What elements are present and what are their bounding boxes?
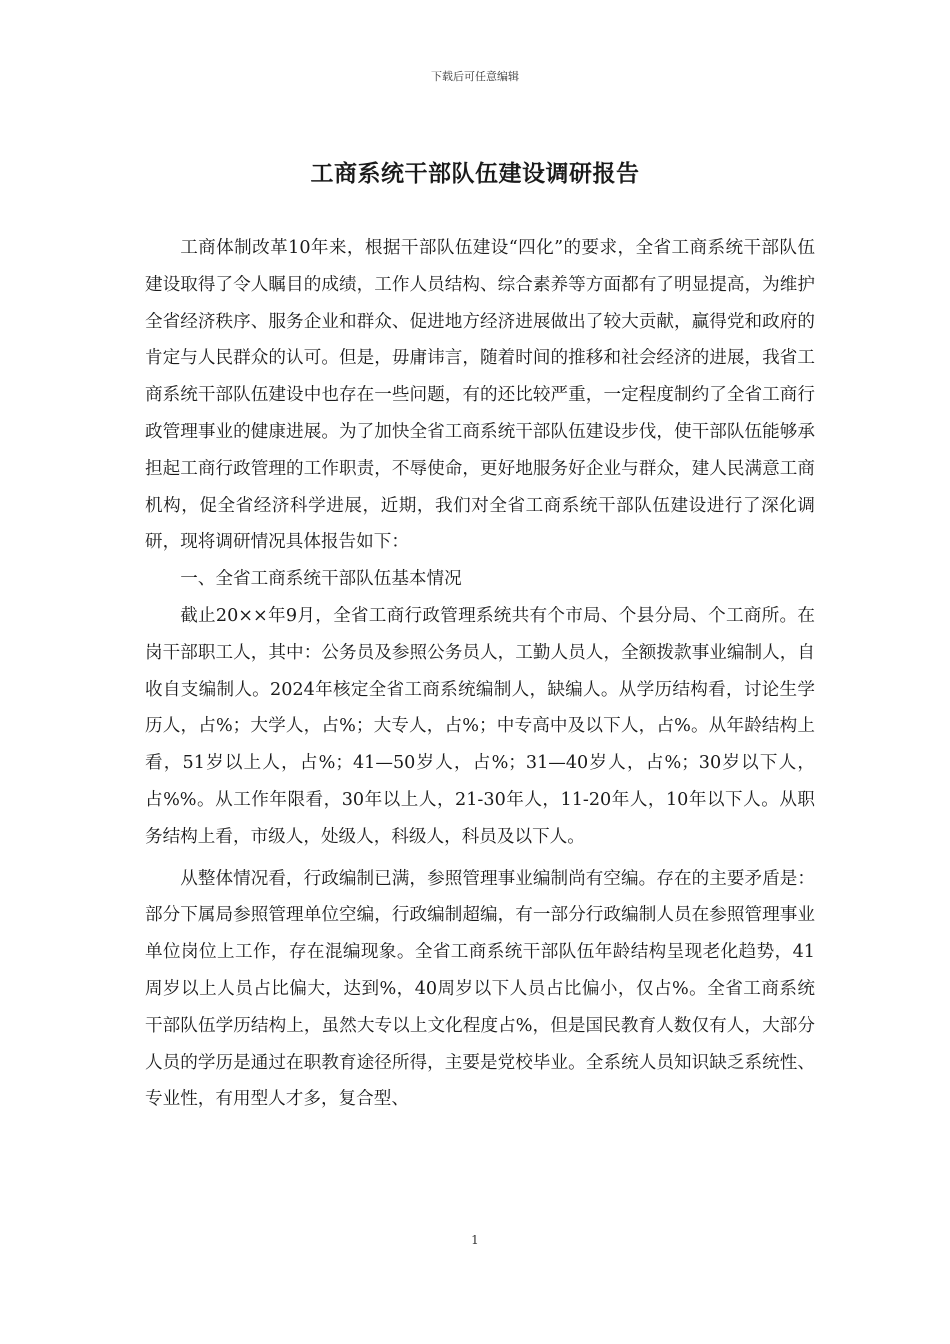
- section-heading: 一、全省工商系统干部队伍基本情况: [180, 569, 462, 590]
- paragraph-analysis: 从整体情况看，行政编制已满，参照管理事业编制尚有空编。存在的主要矛盾是：部分下属局参照管理单位空编，行政编制超编，有一部分行政编制人员在参照管理事业单位岗位上工作，存在混编现象。全省工商系统干部队伍年龄结构呈现老化趋势，41周岁以上人员占比偏大，达到%，40周岁以下人员占比偏小，仅占%。全省工商系统干部队伍学历结构上，虽然大专以上文化程度占%，但是国民教育人数仅有人，大部分人员的学历是通过在职教育途径所得，主要是党校毕业。全系统人员知识缺乏系统性、专业性，有用型人才多，复合型、: [145, 868, 815, 1110]
- page-number: 1: [471, 1233, 479, 1247]
- paragraph-statistics: 截止20××年9月，全省工商行政管理系统共有个市局、个县分局、个工商所。在岗干部职工人，其中：公务员及参照公务员人，工勤人员人，全额拨款事业编制人，自收自支编制人。2024年核定全省工商系统编制人，缺编人。从学历结构看，讨论生学历人，占%；大学人，占%；大专人，占%；中专高中及以下人，占%。从年龄结构上看，51岁以上人，占%；41—50岁人，占%；31—40岁人，占%；30岁以下人，占%%。从工作年限看，30年以上人，21-30年人，11-20年人，10年以下人。从职务结构上看，市级人，处级人，科级人，科员及以下人。: [145, 605, 815, 847]
- document-body: [145, 230, 815, 1118]
- page-header-note: 下载后可任意编辑: [431, 70, 519, 83]
- document-title: 工商系统干部队伍建设调研报告: [310, 161, 640, 187]
- paragraph-intro: 工商体制改革10年来，根据干部队伍建设“四化”的要求，全省工商系统干部队伍建设取得了令人瞩目的成绩，工作人员结构、综合素养等方面都有了明显提高，为维护全省经济秩序、服务企业和群众、促进地方经济进展做出了较大贡献，赢得党和政府的肯定与人民群众的认可。但是，毋庸讳言，随着时间的推移和社会经济的进展，我省工商系统干部队伍建设中也存在一些问题，有的还比较严重，一定程度制约了全省工商行政管理事业的健康进展。为了加快全省工商系统干部队伍建设步伐，使干部队伍能够承担起工商行政管理的工作职责，不辱使命，更好地服务好企业与群众，建人民满意工商机构，促全省经济科学进展，近期，我们对全省工商系统干部队伍建设进行了深化调研，现将调研情况具体报告如下：: [145, 238, 815, 553]
